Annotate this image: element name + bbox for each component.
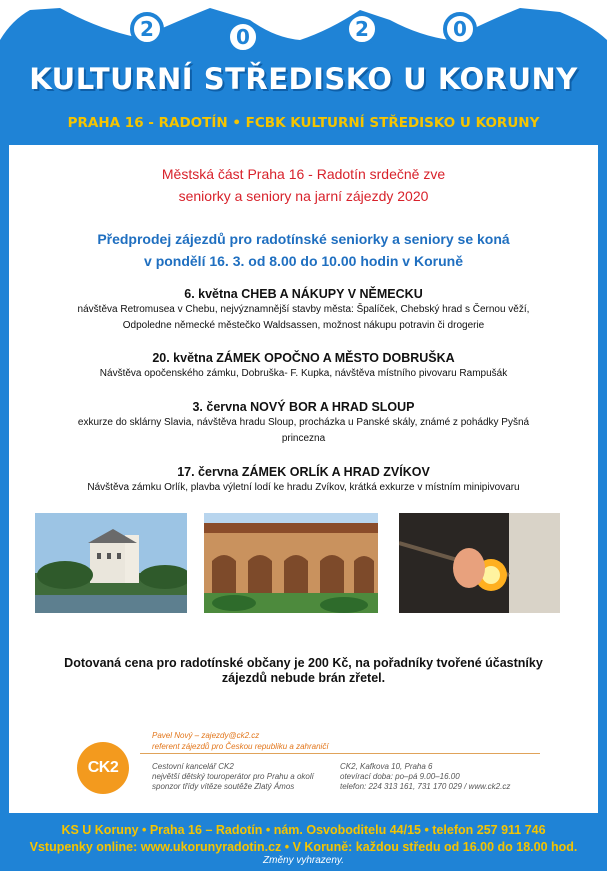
trip-description: Návštěva zámku Orlík, plavba výletní lodí ke hradu Zvíkov, krátká exkurze v místním minipivovaru xyxy=(87,482,520,493)
year-digit-4: 0 xyxy=(443,12,477,46)
year-digit-2: 0 xyxy=(226,20,260,54)
glassblowing-photo xyxy=(399,513,560,613)
trip-heading: 17. června ZÁMEK ORLÍK A HRAD ZVÍKOV xyxy=(177,465,430,479)
agency-contact-role: referent zájezdů pro Českou republiku a zahraničí xyxy=(152,742,329,751)
trip-heading: 3. června NOVÝ BOR A HRAD SLOUP xyxy=(192,400,415,414)
ck2-logo: CK2 xyxy=(77,742,129,794)
year-digit-1: 2 xyxy=(130,12,164,46)
invitation xyxy=(0,163,607,207)
trip-description: Návštěva opočenského zámku, Dobruška- F. Kupka, návštěva místního pivovaru Rampušák xyxy=(99,368,508,379)
trip-item xyxy=(30,464,577,496)
invitation-line-1: Městská část Praha 16 - Radotín srdečně zve xyxy=(161,166,446,182)
price-note: Dotovaná cena pro radotínské občany je 200 Kč, na pořadníky tvořené účastníky zájezdů nebude brán zřetel. xyxy=(64,656,543,685)
agency-info xyxy=(152,762,314,792)
year-digit-3: 2 xyxy=(345,12,379,46)
trip-description: princezna xyxy=(281,433,326,444)
footer-tickets: Vstupenky online: www.ukorunyradotin.cz • V Koruně: každou středu od 16.00 do 18.00 hod. xyxy=(29,840,578,854)
agency-contact-name: Pavel Nový – zajezdy@ck2.cz xyxy=(152,731,260,740)
opocno-courtyard-photo xyxy=(204,513,378,613)
presale-line-2: v pondělí 16. 3. od 8.00 do 10.00 hodin v Koruně xyxy=(144,253,463,269)
agency-address-line: otevírací doba: po–pá 9.00–16.00 xyxy=(340,772,460,781)
agency-address-line: telefon: 224 313 161, 731 170 029 / www.ck2.cz xyxy=(340,782,511,791)
footer-note: Změny vyhrazeny. xyxy=(263,855,344,866)
invitation-line-2: seniorky a seniory na jarní zájezdy 2020 xyxy=(178,188,429,204)
agency-contact xyxy=(152,730,329,752)
crown-header xyxy=(0,0,607,150)
agency-info-line: největší dětský touroperátor pro Prahu a okolí xyxy=(152,772,314,781)
agency-address-line: CK2, Kafkova 10, Praha 6 xyxy=(340,762,433,771)
trip-description: exkurze do sklárny Slavia, návštěva hradu Sloup, procházka u Panské skály, známé z pohádky Pyšná xyxy=(77,417,530,428)
agency-info-line: Cestovní kancelář CK2 xyxy=(152,762,234,771)
agency-info-line: sponzor třídy vítěze soutěže Zlatý Ámos xyxy=(152,782,295,791)
trip-heading: 6. května CHEB A NÁKUPY V NĚMECKU xyxy=(184,287,423,301)
trip-item xyxy=(30,350,577,382)
presale-notice xyxy=(0,228,607,272)
footer-contact: KS U Koruny • Praha 16 – Radotín • nám. Osvoboditelu 44/15 • telefon 257 911 746 xyxy=(61,823,546,837)
orlik-castle-photo xyxy=(35,513,187,613)
agency-address xyxy=(340,762,510,792)
divider xyxy=(140,753,540,754)
trip-description: návštěva Retromusea v Chebu, nejvýznamnější stavby města: Špalíček, Chebský hrad s Černou věží, xyxy=(77,304,530,315)
page-title: KULTURNÍ STŘEDISKO U KORUNY xyxy=(29,62,578,96)
trip-item xyxy=(30,286,577,334)
trip-heading: 20. května ZÁMEK OPOČNO A MĚSTO DOBRUŠKA xyxy=(152,351,455,365)
trip-description: Odpoledne německé městečko Waldsassen, možnost nákupu potravin či drogerie xyxy=(122,320,485,331)
page-subtitle: PRAHA 16 - RADOTÍN • FCBK KULTURNÍ STŘEDISKO U KORUNY xyxy=(67,115,540,131)
trip-item xyxy=(30,399,577,447)
presale-line-1: Předprodej zájezdů pro radotínské seniorky a seniory se koná xyxy=(97,231,510,247)
